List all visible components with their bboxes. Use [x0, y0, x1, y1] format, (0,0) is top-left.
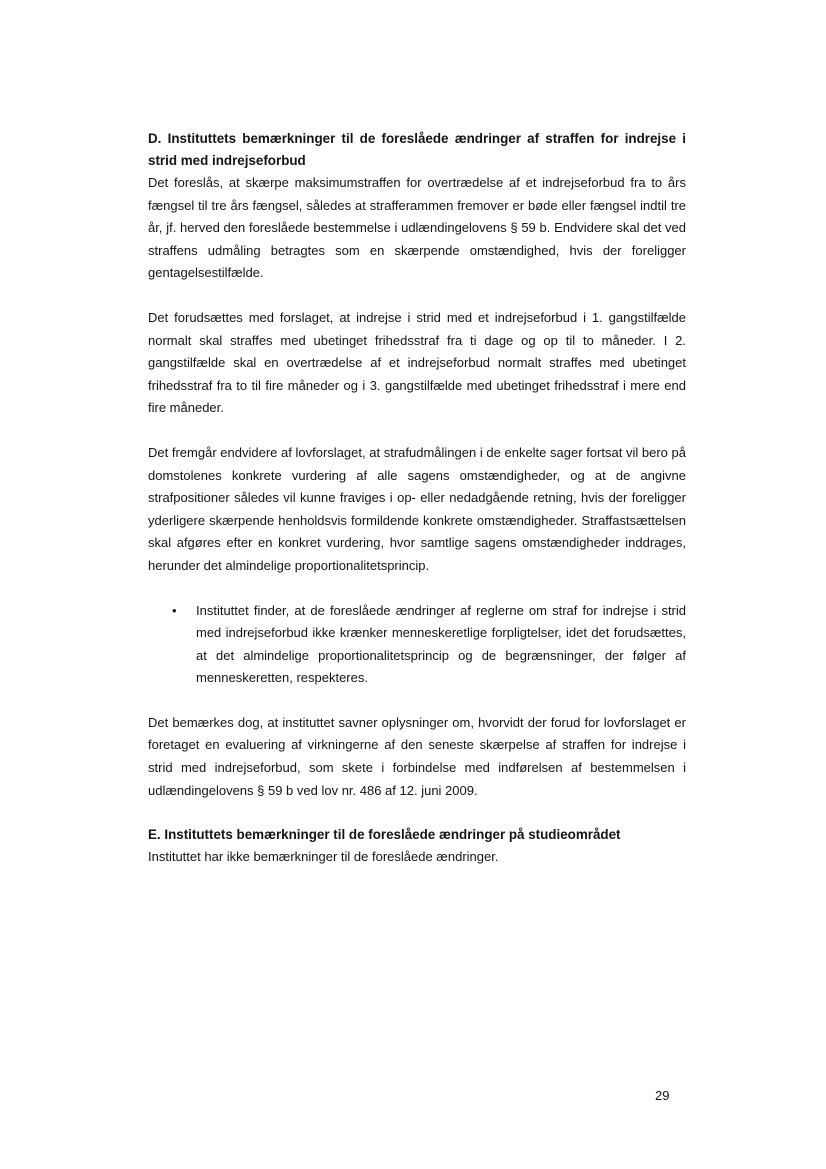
- bullet-list: [148, 600, 686, 690]
- paragraph-spacer: [148, 285, 686, 307]
- bullet-text: Instituttet finder, at de foreslåede ændringer af reglerne om straf for indrejse i strid med indrejseforbud ikke krænker menneskeretlige forpligtelser, idet det forudsættes, at det almindelige proportionalitetsprincip og de begrænsninger, der følger af menneskeretten, respekteres.: [196, 602, 686, 686]
- paragraph-spacer: [148, 802, 686, 824]
- bullet-icon: •: [172, 602, 177, 618]
- page-number: 29: [655, 1088, 670, 1103]
- section-e-heading: E. Instituttets bemærkninger til de foreslåede ændringer på studieområdet: [148, 827, 621, 843]
- section-e-paragraph: Instituttet har ikke bemærkninger til de foreslåede ændringer.: [148, 849, 499, 865]
- paragraph-spacer: [148, 690, 686, 712]
- section-d-paragraph-2: Det forudsættes med forslaget, at indrejse i strid med et indrejseforbud i 1. gangstilfælde normalt skal straffes med ubetinget frihedsstraf fra ti dage og op til to måneder. I 2. gangstilfælde skal en overtrædelse af et indrejseforbud normalt straffes med ubetinget frihedsstraf fra to til fire måneder og i 3. gangstilfælde med ubetinget frihedsstraf i mere end fire måneder.: [148, 309, 686, 416]
- section-d-paragraph-1: Det foreslås, at skærpe maksimumstraffen for overtrædelse af et indrejseforbud fra to års fængsel til tre års fængsel, således at strafferammen fremover er bøde eller fængsel indtil tre år, jf. herved den foreslåede bestemmelse i udlændingelovens § 59 b. Endvidere skal det ved straffens udmåling betragtes som en skærpende omstændighed, hvis der foreligger gentagelsestilfælde.: [148, 175, 686, 281]
- bullet-item: [172, 600, 686, 690]
- section-d-closing-paragraph: Det bemærkes dog, at instituttet savner oplysninger om, hvorvidt der forud for lovforslaget er foretaget en evaluering af virkningerne af den seneste skærpelse af straffen for indrejse i strid med indrejseforbud, som skete i forbindelse med indførelsen af bestemmelsen i udlændingelovens § 59 b ved lov nr. 486 af 12. juni 2009.: [148, 714, 686, 798]
- paragraph-spacer: [148, 420, 686, 442]
- paragraph-spacer: [148, 578, 686, 600]
- section-d-heading: D. Instituttets bemærkninger til de foreslåede ændringer af straffen for indrejse i strid med indrejseforbud: [148, 131, 686, 168]
- page-content: [148, 128, 686, 869]
- section-d-paragraph-3: Det fremgår endvidere af lovforslaget, at strafudmålingen i de enkelte sager fortsat vil bero på domstolenes konkrete vurdering af alle sagens omstændigheder, og at de angivne strafpositioner således vil kunne fraviges i op- eller nedadgående retning, hvis der foreligger yderligere skærpende henholdsvis formildende konkrete omstændigheder. Straffastsættelsen skal afgøres efter en konkret vurdering, hvor samtlige sagens omstændigheder inddrages, herunder det almindelige proportionalitetsprincip.: [148, 444, 686, 573]
